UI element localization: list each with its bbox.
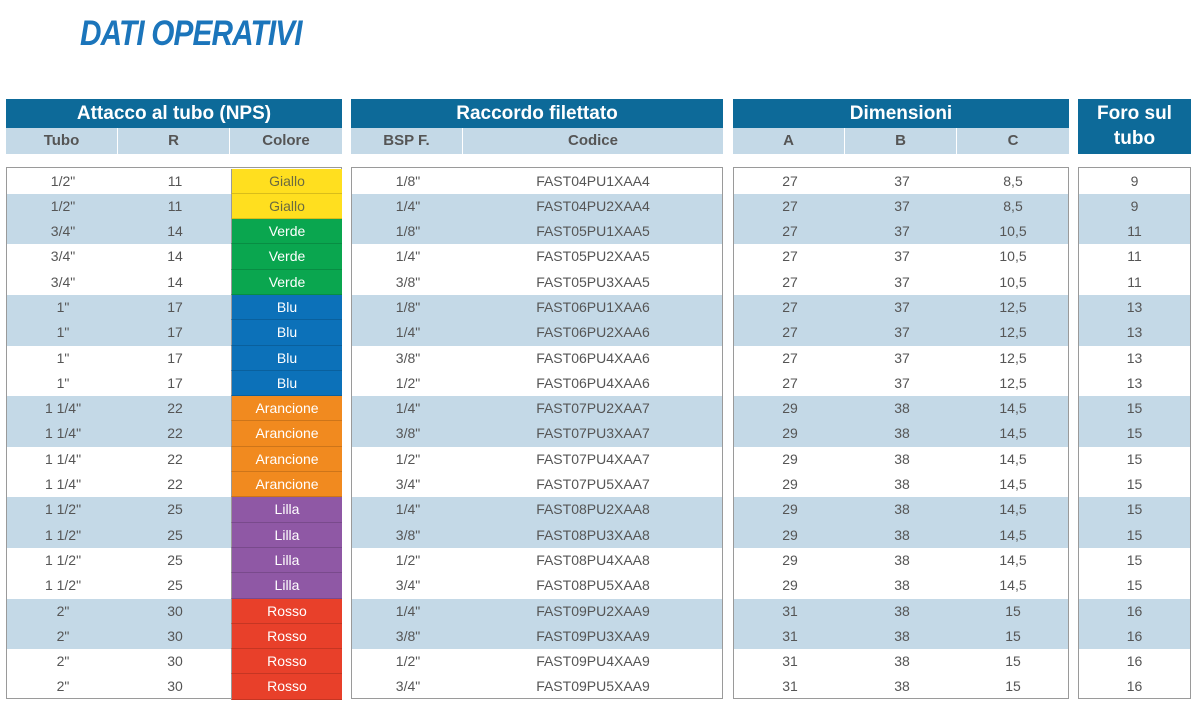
table-row bbox=[352, 674, 722, 699]
cell-tubo: 1" bbox=[56, 349, 70, 366]
cell-c: 10,5 bbox=[999, 273, 1027, 290]
table-row bbox=[352, 624, 722, 649]
cell-a: 29 bbox=[782, 476, 798, 493]
table-row bbox=[734, 295, 1068, 320]
cell-b: 38 bbox=[894, 602, 910, 619]
cell-bsp: 3/4" bbox=[395, 476, 421, 493]
cell-codice: FAST08PU2XAA8 bbox=[536, 501, 650, 518]
cell-bsp: 3/8" bbox=[395, 526, 421, 543]
raccordo-subheader bbox=[351, 128, 723, 154]
cell-foro: 11 bbox=[1127, 223, 1142, 240]
cell-codice: FAST06PU4XAA6 bbox=[536, 374, 650, 391]
col-header-c: C bbox=[1007, 132, 1019, 149]
table-row bbox=[352, 421, 722, 446]
cell-c: 8,5 bbox=[1003, 197, 1023, 214]
table-row bbox=[734, 624, 1068, 649]
table-row bbox=[352, 599, 722, 624]
cell-colore: Blu bbox=[231, 371, 342, 396]
cell-bsp: 1/2" bbox=[395, 551, 421, 568]
dimensioni-table-body bbox=[733, 167, 1069, 699]
col-header-codice: Codice bbox=[567, 132, 618, 149]
table-row bbox=[7, 447, 341, 472]
cell-r: 14 bbox=[167, 223, 183, 240]
table-row bbox=[7, 346, 341, 371]
table-row bbox=[352, 548, 722, 573]
cell-b: 37 bbox=[894, 374, 910, 391]
cell-colore: Lilla bbox=[231, 573, 342, 598]
table-row bbox=[1079, 447, 1190, 472]
table-row bbox=[352, 320, 722, 345]
cell-foro: 13 bbox=[1126, 298, 1143, 315]
cell-a: 29 bbox=[782, 400, 798, 417]
cell-b: 37 bbox=[894, 197, 910, 214]
cell-bsp: 1/8" bbox=[395, 172, 421, 189]
cell-r: 17 bbox=[167, 374, 183, 391]
table-row bbox=[7, 497, 341, 522]
cell-tubo: 1 1/2" bbox=[44, 501, 82, 518]
table-row bbox=[734, 674, 1068, 699]
cell-codice: FAST07PU3XAA7 bbox=[536, 425, 650, 442]
cell-c: 12,5 bbox=[999, 298, 1027, 315]
cell-colore: Arancione bbox=[231, 421, 342, 446]
cell-r: 17 bbox=[167, 324, 183, 341]
cell-r: 22 bbox=[167, 476, 183, 493]
table-row bbox=[7, 244, 341, 269]
cell-a: 31 bbox=[782, 678, 798, 695]
table-row bbox=[352, 244, 722, 269]
cell-tubo: 1 1/2" bbox=[44, 577, 82, 594]
cell-bsp: 1/4" bbox=[395, 602, 421, 619]
cell-colore: Verde bbox=[231, 270, 342, 295]
cell-b: 37 bbox=[894, 324, 910, 341]
cell-bsp: 1/2" bbox=[395, 450, 421, 467]
cell-r: 22 bbox=[167, 400, 183, 417]
cell-colore: Giallo bbox=[231, 194, 342, 219]
table-row bbox=[734, 244, 1068, 269]
dimensioni-header: Dimensioni bbox=[733, 99, 1069, 128]
cell-c: 14,5 bbox=[999, 425, 1027, 442]
cell-codice: FAST07PU4XAA7 bbox=[536, 450, 650, 467]
cell-c: 15 bbox=[1005, 602, 1021, 619]
table-row bbox=[352, 649, 722, 674]
cell-r: 11 bbox=[167, 172, 183, 189]
cell-c: 12,5 bbox=[999, 324, 1027, 341]
table-row bbox=[1079, 371, 1190, 396]
table-row bbox=[7, 320, 341, 345]
table-row bbox=[734, 548, 1068, 573]
cell-tubo: 1 1/4" bbox=[44, 400, 82, 417]
cell-c: 12,5 bbox=[999, 374, 1027, 391]
col-header-a: A bbox=[733, 128, 845, 154]
cell-codice: FAST06PU1XAA6 bbox=[536, 298, 650, 315]
cell-colore: Rosso bbox=[231, 674, 342, 699]
table-row bbox=[352, 346, 722, 371]
table-row bbox=[734, 599, 1068, 624]
cell-codice: FAST09PU4XAA9 bbox=[536, 653, 650, 670]
table-row bbox=[1079, 599, 1190, 624]
cell-colore: Verde bbox=[231, 219, 342, 244]
cell-bsp: 1/4" bbox=[395, 501, 421, 518]
cell-c: 14,5 bbox=[999, 400, 1027, 417]
table-row bbox=[1079, 295, 1190, 320]
cell-foro: 13 bbox=[1126, 324, 1143, 341]
cell-b: 38 bbox=[894, 678, 910, 695]
cell-codice: FAST05PU2XAA5 bbox=[536, 248, 650, 265]
table-row bbox=[1079, 523, 1190, 548]
col-header-b: B bbox=[845, 128, 957, 154]
cell-bsp: 1/2" bbox=[395, 374, 421, 391]
raccordo-header: Raccordo filettato bbox=[351, 99, 723, 128]
cell-c: 15 bbox=[1005, 627, 1021, 644]
page-title: DATI OPERATIVI bbox=[80, 14, 302, 53]
table-row bbox=[352, 573, 722, 598]
cell-colore: Lilla bbox=[231, 497, 342, 522]
cell-tubo: 3/4" bbox=[50, 273, 76, 290]
cell-bsp: 3/8" bbox=[395, 425, 421, 442]
cell-a: 29 bbox=[782, 526, 798, 543]
cell-codice: FAST05PU1XAA5 bbox=[536, 223, 650, 240]
cell-b: 38 bbox=[894, 551, 910, 568]
cell-foro: 16 bbox=[1126, 627, 1143, 644]
cell-codice: FAST05PU3XAA5 bbox=[536, 273, 650, 290]
cell-colore: Arancione bbox=[231, 472, 342, 497]
foro-table-body bbox=[1078, 167, 1191, 699]
cell-a: 31 bbox=[782, 627, 798, 644]
cell-a: 27 bbox=[782, 273, 798, 290]
attacco-header: Attacco al tubo (NPS) bbox=[6, 99, 342, 128]
cell-tubo: 1 1/4" bbox=[44, 450, 82, 467]
table-row bbox=[7, 624, 341, 649]
cell-tubo: 2" bbox=[56, 627, 70, 644]
col-header-colore: Colore bbox=[262, 132, 310, 149]
cell-a: 27 bbox=[782, 248, 798, 265]
cell-codice: FAST08PU3XAA8 bbox=[536, 526, 650, 543]
table-row bbox=[7, 674, 341, 699]
foro-header bbox=[1078, 99, 1191, 154]
cell-colore: Rosso bbox=[231, 624, 342, 649]
cell-tubo: 2" bbox=[56, 653, 70, 670]
table-row bbox=[1079, 573, 1190, 598]
cell-tubo: 1" bbox=[56, 374, 70, 391]
table-row bbox=[734, 573, 1068, 598]
cell-r: 25 bbox=[167, 501, 183, 518]
table-row bbox=[352, 472, 722, 497]
cell-bsp: 3/4" bbox=[395, 678, 421, 695]
table-row bbox=[734, 523, 1068, 548]
cell-bsp: 1/4" bbox=[395, 324, 421, 341]
cell-foro: 9 bbox=[1130, 172, 1139, 189]
table-row bbox=[734, 497, 1068, 522]
cell-tubo: 1/2" bbox=[50, 197, 76, 214]
cell-foro: 15 bbox=[1126, 526, 1143, 543]
attacco-table-body bbox=[6, 167, 342, 699]
col-header-bsp: BSP F. bbox=[351, 128, 463, 154]
table-row bbox=[7, 523, 341, 548]
cell-tubo: 1 1/2" bbox=[44, 551, 82, 568]
table-row bbox=[352, 371, 722, 396]
table-row bbox=[734, 472, 1068, 497]
cell-tubo: 3/4" bbox=[50, 248, 76, 265]
cell-foro: 15 bbox=[1126, 476, 1143, 493]
cell-r: 25 bbox=[167, 551, 183, 568]
cell-foro: 15 bbox=[1126, 425, 1143, 442]
cell-bsp: 1/4" bbox=[395, 197, 421, 214]
cell-bsp: 3/8" bbox=[395, 273, 421, 290]
cell-c: 12,5 bbox=[999, 349, 1027, 366]
table-row bbox=[734, 346, 1068, 371]
cell-colore: Blu bbox=[231, 346, 342, 371]
table-row bbox=[352, 169, 722, 194]
cell-a: 29 bbox=[782, 501, 798, 518]
cell-a: 31 bbox=[782, 602, 798, 619]
cell-foro: 9 bbox=[1130, 197, 1139, 214]
cell-colore: Blu bbox=[231, 295, 342, 320]
table-row bbox=[734, 169, 1068, 194]
table-row bbox=[1079, 421, 1190, 446]
table-row bbox=[734, 447, 1068, 472]
table-row bbox=[1079, 497, 1190, 522]
cell-r: 22 bbox=[167, 425, 183, 442]
cell-c: 14,5 bbox=[999, 526, 1027, 543]
cell-tubo: 3/4" bbox=[50, 223, 76, 240]
cell-b: 38 bbox=[894, 450, 910, 467]
table-row bbox=[7, 573, 341, 598]
table-row bbox=[1079, 270, 1190, 295]
cell-foro: 16 bbox=[1126, 653, 1143, 670]
cell-codice: FAST09PU2XAA9 bbox=[536, 602, 650, 619]
table-row bbox=[7, 599, 341, 624]
raccordo-header-block bbox=[351, 99, 723, 154]
cell-b: 37 bbox=[894, 248, 910, 265]
cell-codice: FAST07PU5XAA7 bbox=[536, 476, 650, 493]
table-row bbox=[7, 396, 341, 421]
table-row bbox=[1079, 548, 1190, 573]
cell-foro: 16 bbox=[1126, 678, 1143, 695]
cell-colore: Lilla bbox=[231, 548, 342, 573]
cell-tubo: 1 1/4" bbox=[44, 476, 82, 493]
cell-r: 30 bbox=[167, 678, 183, 695]
cell-r: 25 bbox=[167, 526, 183, 543]
cell-tubo: 1 1/2" bbox=[44, 526, 82, 543]
cell-b: 37 bbox=[894, 273, 910, 290]
table-row bbox=[734, 421, 1068, 446]
cell-b: 38 bbox=[894, 400, 910, 417]
cell-colore: Blu bbox=[231, 320, 342, 345]
table-row bbox=[1079, 194, 1190, 219]
col-header-tubo: Tubo bbox=[6, 128, 118, 154]
cell-r: 30 bbox=[167, 602, 183, 619]
cell-a: 29 bbox=[782, 450, 798, 467]
table-row bbox=[734, 396, 1068, 421]
table-row bbox=[7, 371, 341, 396]
cell-c: 14,5 bbox=[999, 450, 1027, 467]
table-row bbox=[352, 523, 722, 548]
cell-b: 37 bbox=[894, 172, 910, 189]
cell-a: 29 bbox=[782, 425, 798, 442]
cell-a: 27 bbox=[782, 223, 798, 240]
cell-foro: 15 bbox=[1126, 450, 1143, 467]
cell-b: 38 bbox=[894, 526, 910, 543]
cell-a: 27 bbox=[782, 374, 798, 391]
cell-a: 27 bbox=[782, 349, 798, 366]
cell-a: 27 bbox=[782, 324, 798, 341]
table-row bbox=[734, 371, 1068, 396]
table-row bbox=[734, 270, 1068, 295]
cell-bsp: 3/4" bbox=[395, 577, 421, 594]
cell-foro: 13 bbox=[1126, 349, 1143, 366]
table-row bbox=[1079, 649, 1190, 674]
cell-a: 31 bbox=[782, 653, 798, 670]
cell-tubo: 1/2" bbox=[50, 172, 76, 189]
cell-c: 14,5 bbox=[999, 577, 1027, 594]
cell-foro: 11 bbox=[1127, 248, 1142, 265]
cell-foro: 11 bbox=[1127, 273, 1142, 290]
cell-colore: Arancione bbox=[231, 396, 342, 421]
cell-colore: Arancione bbox=[231, 447, 342, 472]
table-row bbox=[1079, 472, 1190, 497]
cell-colore: Verde bbox=[231, 244, 342, 269]
cell-b: 38 bbox=[894, 425, 910, 442]
cell-tubo: 1 1/4" bbox=[44, 425, 82, 442]
table-row bbox=[7, 169, 341, 194]
cell-bsp: 3/8" bbox=[395, 349, 421, 366]
cell-foro: 15 bbox=[1126, 577, 1143, 594]
table-row bbox=[734, 194, 1068, 219]
cell-tubo: 1" bbox=[56, 324, 70, 341]
cell-b: 38 bbox=[894, 476, 910, 493]
cell-r: 22 bbox=[167, 450, 183, 467]
cell-foro: 15 bbox=[1126, 400, 1143, 417]
table-row bbox=[1079, 219, 1190, 244]
cell-bsp: 1/8" bbox=[395, 223, 421, 240]
foro-header-line1: Foro sul bbox=[1097, 103, 1172, 124]
cell-codice: FAST06PU2XAA6 bbox=[536, 324, 650, 341]
cell-b: 37 bbox=[894, 223, 910, 240]
table-row bbox=[352, 270, 722, 295]
table-row bbox=[7, 421, 341, 446]
cell-colore: Rosso bbox=[231, 649, 342, 674]
table-row bbox=[734, 320, 1068, 345]
cell-b: 38 bbox=[894, 577, 910, 594]
raccordo-table-body bbox=[351, 167, 723, 699]
table-row bbox=[1079, 624, 1190, 649]
table-row bbox=[1079, 244, 1190, 269]
table-row bbox=[734, 219, 1068, 244]
dimensioni-subheader bbox=[733, 128, 1069, 154]
cell-a: 27 bbox=[782, 172, 798, 189]
cell-codice: FAST08PU5XAA8 bbox=[536, 577, 650, 594]
cell-codice: FAST04PU1XAA4 bbox=[536, 172, 650, 189]
cell-colore: Lilla bbox=[231, 523, 342, 548]
cell-foro: 13 bbox=[1126, 374, 1143, 391]
table-row bbox=[7, 295, 341, 320]
table-row bbox=[352, 497, 722, 522]
cell-r: 14 bbox=[167, 248, 183, 265]
cell-b: 38 bbox=[894, 653, 910, 670]
table-row bbox=[352, 219, 722, 244]
cell-c: 14,5 bbox=[999, 551, 1027, 568]
table-row bbox=[7, 270, 341, 295]
attacco-subheader bbox=[6, 128, 342, 154]
col-header-r: R bbox=[118, 128, 230, 154]
cell-codice: FAST04PU2XAA4 bbox=[536, 197, 650, 214]
cell-codice: FAST07PU2XAA7 bbox=[536, 400, 650, 417]
cell-bsp: 1/4" bbox=[395, 248, 421, 265]
cell-c: 14,5 bbox=[999, 501, 1027, 518]
cell-b: 37 bbox=[894, 349, 910, 366]
cell-c: 10,5 bbox=[999, 248, 1027, 265]
cell-codice: FAST06PU4XAA6 bbox=[536, 349, 650, 366]
cell-r: 11 bbox=[167, 197, 183, 214]
dimensioni-header-block bbox=[733, 99, 1069, 154]
cell-c: 10,5 bbox=[999, 223, 1027, 240]
cell-bsp: 1/8" bbox=[395, 298, 421, 315]
cell-r: 17 bbox=[167, 349, 183, 366]
cell-foro: 16 bbox=[1126, 602, 1143, 619]
cell-bsp: 1/2" bbox=[395, 653, 421, 670]
table-row bbox=[1079, 674, 1190, 699]
table-row bbox=[352, 447, 722, 472]
foro-header-line2: tubo bbox=[1113, 128, 1156, 149]
cell-tubo: 2" bbox=[56, 678, 70, 695]
table-row bbox=[1079, 169, 1190, 194]
cell-r: 25 bbox=[167, 577, 183, 594]
table-row bbox=[1079, 320, 1190, 345]
cell-r: 30 bbox=[167, 653, 183, 670]
cell-a: 29 bbox=[782, 577, 798, 594]
cell-b: 38 bbox=[894, 627, 910, 644]
table-row bbox=[352, 396, 722, 421]
cell-tubo: 2" bbox=[56, 602, 70, 619]
cell-tubo: 1" bbox=[56, 298, 70, 315]
table-row bbox=[7, 649, 341, 674]
table-row bbox=[7, 219, 341, 244]
cell-codice: FAST09PU3XAA9 bbox=[536, 627, 650, 644]
cell-codice: FAST08PU4XAA8 bbox=[536, 551, 650, 568]
cell-c: 8,5 bbox=[1003, 172, 1023, 189]
cell-r: 17 bbox=[167, 298, 183, 315]
table-row bbox=[1079, 346, 1190, 371]
cell-codice: FAST09PU5XAA9 bbox=[536, 678, 650, 695]
table-row bbox=[352, 194, 722, 219]
cell-foro: 15 bbox=[1126, 501, 1143, 518]
cell-b: 38 bbox=[894, 501, 910, 518]
cell-bsp: 1/4" bbox=[395, 400, 421, 417]
table-row bbox=[734, 649, 1068, 674]
table-row bbox=[352, 295, 722, 320]
cell-r: 30 bbox=[167, 627, 183, 644]
cell-bsp: 3/8" bbox=[395, 627, 421, 644]
table-row bbox=[7, 194, 341, 219]
table-row bbox=[7, 548, 341, 573]
cell-foro: 15 bbox=[1126, 551, 1143, 568]
cell-a: 29 bbox=[782, 551, 798, 568]
cell-colore: Giallo bbox=[231, 169, 342, 194]
cell-c: 15 bbox=[1005, 653, 1021, 670]
cell-a: 27 bbox=[782, 197, 798, 214]
cell-b: 37 bbox=[894, 298, 910, 315]
cell-c: 15 bbox=[1005, 678, 1021, 695]
cell-a: 27 bbox=[782, 298, 798, 315]
cell-c: 14,5 bbox=[999, 476, 1027, 493]
cell-r: 14 bbox=[167, 273, 183, 290]
table-row bbox=[7, 472, 341, 497]
cell-colore: Rosso bbox=[231, 599, 342, 624]
attacco-header-block bbox=[6, 99, 342, 154]
table-row bbox=[1079, 396, 1190, 421]
